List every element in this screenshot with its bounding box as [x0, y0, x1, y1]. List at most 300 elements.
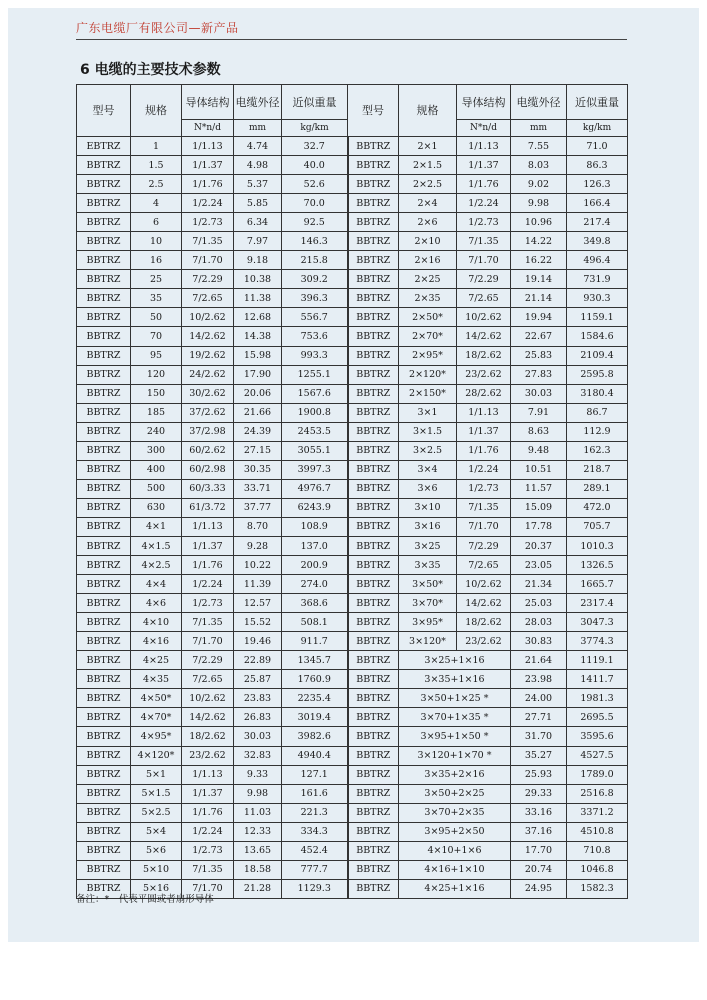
table-row — [77, 441, 628, 460]
header-weight: 近似重量 — [567, 85, 628, 120]
conductor-cell: 7/1.70 — [182, 251, 234, 270]
conductor-cell: 1/1.13 — [182, 765, 234, 784]
model-cell: BBTRZ — [348, 479, 399, 498]
conductor-cell: 1/1.13 — [182, 517, 234, 536]
conductor-cell: 7/1.70 — [182, 879, 234, 898]
weight-cell: 161.6 — [282, 784, 348, 803]
od-cell: 15.09 — [511, 498, 567, 517]
spec-cell: 35 — [131, 289, 182, 308]
spec-cell: 5×1 — [131, 765, 182, 784]
weight-cell: 1255.1 — [282, 365, 348, 384]
table-row — [77, 403, 628, 422]
model-cell: BBTRZ — [348, 327, 399, 346]
od-cell: 14.22 — [511, 232, 567, 251]
table-row — [77, 384, 628, 403]
od-cell: 26.83 — [234, 708, 282, 727]
weight-cell: 496.4 — [567, 251, 628, 270]
od-cell: 21.64 — [511, 651, 567, 670]
model-cell: BBTRZ — [348, 784, 399, 803]
model-cell: BBTRZ — [348, 175, 399, 194]
spec-cell: 5×1.5 — [131, 784, 182, 803]
table-row — [77, 841, 628, 860]
od-cell: 14.38 — [234, 327, 282, 346]
weight-cell: 753.6 — [282, 327, 348, 346]
od-cell: 17.78 — [511, 517, 567, 536]
weight-cell: 3595.6 — [567, 727, 628, 746]
spec-cell: 2×16 — [399, 251, 457, 270]
conductor-cell: 7/1.35 — [182, 232, 234, 251]
model-cell: BBTRZ — [77, 879, 131, 898]
table-row — [77, 689, 628, 708]
od-cell: 25.83 — [511, 346, 567, 365]
conductor-cell: 7/2.65 — [182, 670, 234, 689]
table-row — [77, 784, 628, 803]
model-cell: BBTRZ — [348, 765, 399, 784]
spec-cell: 2×1.5 — [399, 156, 457, 175]
weight-cell: 334.3 — [282, 822, 348, 841]
model-cell: BBTRZ — [77, 251, 131, 270]
spec-cell: 1.5 — [131, 156, 182, 175]
conductor-cell: 14/2.62 — [457, 327, 511, 346]
model-cell: BBTRZ — [348, 460, 399, 479]
od-cell: 30.03 — [511, 384, 567, 403]
spec-cell: 10 — [131, 232, 182, 251]
conductor-cell: 1/2.24 — [182, 194, 234, 213]
table-row — [77, 822, 628, 841]
model-cell: BBTRZ — [77, 784, 131, 803]
od-cell: 15.52 — [234, 613, 282, 632]
conductor-cell: 1/1.76 — [182, 803, 234, 822]
weight-cell: 911.7 — [282, 632, 348, 651]
weight-cell: 3982.6 — [282, 727, 348, 746]
spec-cell: 4×35 — [131, 670, 182, 689]
model-cell: BBTRZ — [77, 765, 131, 784]
od-cell: 9.98 — [511, 194, 567, 213]
conductor-cell: 7/1.35 — [182, 860, 234, 879]
conductor-cell: 1/1.76 — [457, 175, 511, 194]
model-cell: BBTRZ — [77, 327, 131, 346]
table-row — [77, 556, 628, 575]
spec-cell: 3×25 — [399, 536, 457, 555]
od-cell: 21.34 — [511, 575, 567, 594]
od-cell: 7.55 — [511, 137, 567, 156]
weight-cell: 217.4 — [567, 213, 628, 232]
weight-cell: 3019.4 — [282, 708, 348, 727]
od-cell: 27.83 — [511, 365, 567, 384]
spec-cell: 4×16+1×10 — [399, 860, 511, 879]
spec-cell: 95 — [131, 346, 182, 365]
weight-cell: 1119.1 — [567, 651, 628, 670]
weight-cell: 556.7 — [282, 308, 348, 327]
spec-cell: 3×2.5 — [399, 441, 457, 460]
conductor-cell: 1/2.24 — [182, 822, 234, 841]
weight-cell: 215.8 — [282, 251, 348, 270]
header-od: 电缆外径 — [234, 85, 282, 120]
spec-cell: 3×10 — [399, 498, 457, 517]
unit-od: mm — [234, 120, 282, 137]
conductor-cell: 24/2.62 — [182, 365, 234, 384]
table-row — [77, 460, 628, 479]
header-rule — [76, 39, 627, 40]
conductor-cell: 61/3.72 — [182, 498, 234, 517]
weight-cell: 112.9 — [567, 422, 628, 441]
weight-cell: 2317.4 — [567, 594, 628, 613]
weight-cell: 1046.8 — [567, 860, 628, 879]
weight-cell: 6243.9 — [282, 498, 348, 517]
table-row — [77, 346, 628, 365]
model-cell: BBTRZ — [77, 822, 131, 841]
weight-cell: 2109.4 — [567, 346, 628, 365]
weight-cell: 4976.7 — [282, 479, 348, 498]
spec-cell: 2×25 — [399, 270, 457, 289]
spec-cell: 4×1.5 — [131, 536, 182, 555]
table-row — [77, 194, 628, 213]
od-cell: 33.71 — [234, 479, 282, 498]
conductor-cell: 7/2.65 — [457, 556, 511, 575]
conductor-cell: 1/1.76 — [182, 175, 234, 194]
spec-cell: 3×6 — [399, 479, 457, 498]
weight-cell: 92.5 — [282, 213, 348, 232]
header-conductor: 导体结构 — [182, 85, 234, 120]
weight-cell: 1900.8 — [282, 403, 348, 422]
weight-cell: 71.0 — [567, 137, 628, 156]
model-cell: BBTRZ — [77, 594, 131, 613]
weight-cell: 162.3 — [567, 441, 628, 460]
model-cell: BBTRZ — [348, 727, 399, 746]
conductor-cell: 10/2.62 — [182, 308, 234, 327]
model-cell: BBTRZ — [77, 651, 131, 670]
table-row — [77, 213, 628, 232]
od-cell: 20.06 — [234, 384, 282, 403]
weight-cell: 86.3 — [567, 156, 628, 175]
od-cell: 7.91 — [511, 403, 567, 422]
table-row — [77, 670, 628, 689]
table-row — [77, 327, 628, 346]
spec-cell: 150 — [131, 384, 182, 403]
conductor-cell: 7/2.29 — [457, 536, 511, 555]
header-model: 型号 — [77, 85, 131, 137]
od-cell: 17.90 — [234, 365, 282, 384]
model-cell: BBTRZ — [348, 289, 399, 308]
conductor-cell: 1/1.13 — [182, 137, 234, 156]
conductor-cell: 18/2.62 — [182, 727, 234, 746]
od-cell: 11.39 — [234, 575, 282, 594]
od-cell: 24.95 — [511, 879, 567, 898]
weight-cell: 2453.5 — [282, 422, 348, 441]
weight-cell: 1129.3 — [282, 879, 348, 898]
weight-cell: 52.6 — [282, 175, 348, 194]
conductor-cell: 14/2.62 — [457, 594, 511, 613]
model-cell: BBTRZ — [348, 156, 399, 175]
weight-cell: 3180.4 — [567, 384, 628, 403]
spec-table-body — [77, 137, 628, 899]
conductor-cell: 60/2.98 — [182, 460, 234, 479]
weight-cell: 4510.8 — [567, 822, 628, 841]
conductor-cell: 23/2.62 — [182, 746, 234, 765]
spec-cell: 3×95* — [399, 613, 457, 632]
weight-cell: 3047.3 — [567, 613, 628, 632]
model-cell: BBTRZ — [348, 403, 399, 422]
conductor-cell: 7/1.35 — [457, 498, 511, 517]
od-cell: 22.67 — [511, 327, 567, 346]
model-cell: BBTRZ — [348, 822, 399, 841]
od-cell: 9.48 — [511, 441, 567, 460]
spec-cell: 4×6 — [131, 594, 182, 613]
od-cell: 33.16 — [511, 803, 567, 822]
model-cell: BBTRZ — [77, 479, 131, 498]
table-row — [77, 289, 628, 308]
od-cell: 15.98 — [234, 346, 282, 365]
spec-cell: 2×95* — [399, 346, 457, 365]
model-cell: BBTRZ — [77, 575, 131, 594]
weight-cell: 2695.5 — [567, 708, 628, 727]
weight-cell: 218.7 — [567, 460, 628, 479]
spec-cell: 630 — [131, 498, 182, 517]
conductor-cell: 18/2.62 — [457, 613, 511, 632]
spec-cell: 400 — [131, 460, 182, 479]
model-cell: BBTRZ — [77, 460, 131, 479]
spec-cell: 2×150* — [399, 384, 457, 403]
weight-cell: 731.9 — [567, 270, 628, 289]
spec-cell: 3×35 — [399, 556, 457, 575]
conductor-cell: 1/1.37 — [182, 784, 234, 803]
conductor-cell: 1/2.73 — [457, 479, 511, 498]
model-cell: BBTRZ — [77, 156, 131, 175]
model-cell: BBTRZ — [77, 860, 131, 879]
model-cell: BBTRZ — [348, 651, 399, 670]
weight-cell: 777.7 — [282, 860, 348, 879]
conductor-cell: 19/2.62 — [182, 346, 234, 365]
table-row — [77, 727, 628, 746]
od-cell: 20.74 — [511, 860, 567, 879]
od-cell: 29.33 — [511, 784, 567, 803]
spec-cell: 4×10+1×6 — [399, 841, 511, 860]
table-row — [77, 232, 628, 251]
weight-cell: 368.6 — [282, 594, 348, 613]
conductor-cell: 1/1.13 — [457, 403, 511, 422]
unit-conductor: N*n/d — [182, 120, 234, 137]
model-cell: BBTRZ — [77, 441, 131, 460]
conductor-cell: 23/2.62 — [457, 365, 511, 384]
model-cell: BBTRZ — [348, 536, 399, 555]
od-cell: 28.03 — [511, 613, 567, 632]
model-cell: BBTRZ — [348, 384, 399, 403]
od-cell: 30.03 — [234, 727, 282, 746]
model-cell: BBTRZ — [77, 841, 131, 860]
spec-cell: 3×16 — [399, 517, 457, 536]
conductor-cell: 60/3.33 — [182, 479, 234, 498]
weight-cell: 40.0 — [282, 156, 348, 175]
conductor-cell: 1/2.24 — [457, 460, 511, 479]
conductor-cell: 30/2.62 — [182, 384, 234, 403]
table-row — [77, 860, 628, 879]
header-model: 型号 — [348, 85, 399, 137]
spec-cell: 2×50* — [399, 308, 457, 327]
od-cell: 6.34 — [234, 213, 282, 232]
od-cell: 21.14 — [511, 289, 567, 308]
model-cell: BBTRZ — [348, 308, 399, 327]
conductor-cell: 7/2.65 — [457, 289, 511, 308]
od-cell: 27.71 — [511, 708, 567, 727]
od-cell: 12.33 — [234, 822, 282, 841]
conductor-cell: 7/2.29 — [182, 651, 234, 670]
weight-cell: 396.3 — [282, 289, 348, 308]
conductor-cell: 10/2.62 — [457, 575, 511, 594]
od-cell: 11.57 — [511, 479, 567, 498]
od-cell: 7.97 — [234, 232, 282, 251]
od-cell: 31.70 — [511, 727, 567, 746]
model-cell: BBTRZ — [77, 422, 131, 441]
table-row — [77, 575, 628, 594]
conductor-cell: 1/1.37 — [182, 156, 234, 175]
model-cell: BBTRZ — [348, 346, 399, 365]
weight-cell: 3997.3 — [282, 460, 348, 479]
od-cell: 37.77 — [234, 498, 282, 517]
conductor-cell: 60/2.62 — [182, 441, 234, 460]
conductor-cell: 1/1.37 — [182, 536, 234, 555]
weight-cell: 472.0 — [567, 498, 628, 517]
od-cell: 32.83 — [234, 746, 282, 765]
od-cell: 23.83 — [234, 689, 282, 708]
od-cell: 27.15 — [234, 441, 282, 460]
od-cell: 13.65 — [234, 841, 282, 860]
spec-cell: 2×70* — [399, 327, 457, 346]
table-row — [77, 651, 628, 670]
conductor-cell: 7/1.70 — [182, 632, 234, 651]
weight-cell: 126.3 — [567, 175, 628, 194]
weight-cell: 710.8 — [567, 841, 628, 860]
spec-cell: 3×70* — [399, 594, 457, 613]
model-cell: BBTRZ — [77, 270, 131, 289]
spec-cell: 240 — [131, 422, 182, 441]
od-cell: 5.85 — [234, 194, 282, 213]
unit-weight: kg/km — [567, 120, 628, 137]
conductor-cell: 1/1.37 — [457, 156, 511, 175]
model-cell: BBTRZ — [348, 594, 399, 613]
table-row — [77, 308, 628, 327]
weight-cell: 127.1 — [282, 765, 348, 784]
model-cell: BBTRZ — [77, 727, 131, 746]
weight-cell: 2235.4 — [282, 689, 348, 708]
conductor-cell: 1/1.76 — [457, 441, 511, 460]
spec-cell: 120 — [131, 365, 182, 384]
od-cell: 10.96 — [511, 213, 567, 232]
od-cell: 30.83 — [511, 632, 567, 651]
model-cell: BBTRZ — [348, 365, 399, 384]
spec-cell: 3×50+2×25 — [399, 784, 511, 803]
table-row — [77, 708, 628, 727]
model-cell: BBTRZ — [348, 251, 399, 270]
model-cell: BBTRZ — [77, 365, 131, 384]
od-cell: 21.66 — [234, 403, 282, 422]
spec-cell: 3×120+1×70 * — [399, 746, 511, 765]
model-cell: BBTRZ — [77, 517, 131, 536]
model-cell: BBTRZ — [348, 517, 399, 536]
od-cell: 9.33 — [234, 765, 282, 784]
weight-cell: 1567.6 — [282, 384, 348, 403]
model-cell: BBTRZ — [348, 194, 399, 213]
spec-cell: 5×4 — [131, 822, 182, 841]
conductor-cell: 37/2.62 — [182, 403, 234, 422]
spec-cell: 4×95* — [131, 727, 182, 746]
weight-cell: 2516.8 — [567, 784, 628, 803]
spec-cell: 3×50+1×25 * — [399, 689, 511, 708]
od-cell: 25.87 — [234, 670, 282, 689]
weight-cell: 1584.6 — [567, 327, 628, 346]
spec-cell: 300 — [131, 441, 182, 460]
od-cell: 35.27 — [511, 746, 567, 765]
weight-cell: 146.3 — [282, 232, 348, 251]
conductor-cell: 1/2.24 — [182, 575, 234, 594]
model-cell: BBTRZ — [77, 498, 131, 517]
conductor-cell: 1/1.37 — [457, 422, 511, 441]
od-cell: 4.98 — [234, 156, 282, 175]
weight-cell: 4527.5 — [567, 746, 628, 765]
model-cell: BBTRZ — [77, 556, 131, 575]
od-cell: 16.22 — [511, 251, 567, 270]
table-row — [77, 270, 628, 289]
model-cell: BBTRZ — [348, 708, 399, 727]
spec-cell: 185 — [131, 403, 182, 422]
weight-cell: 1010.3 — [567, 536, 628, 555]
model-cell: BBTRZ — [348, 232, 399, 251]
conductor-cell: 7/2.29 — [457, 270, 511, 289]
weight-cell: 1345.7 — [282, 651, 348, 670]
model-cell: BBTRZ — [348, 860, 399, 879]
model-cell: BBTRZ — [77, 384, 131, 403]
spec-cell: 4×2.5 — [131, 556, 182, 575]
spec-cell: 16 — [131, 251, 182, 270]
table-row — [77, 746, 628, 765]
model-cell: BBTRZ — [77, 708, 131, 727]
model-cell: BBTRZ — [77, 632, 131, 651]
weight-cell: 1159.1 — [567, 308, 628, 327]
spec-cell: 4×25+1×16 — [399, 879, 511, 898]
od-cell: 12.57 — [234, 594, 282, 613]
spec-cell: 2.5 — [131, 175, 182, 194]
od-cell: 10.38 — [234, 270, 282, 289]
spec-cell: 3×4 — [399, 460, 457, 479]
od-cell: 9.18 — [234, 251, 282, 270]
spec-cell: 4×120* — [131, 746, 182, 765]
table-row — [77, 251, 628, 270]
weight-cell: 309.2 — [282, 270, 348, 289]
header-conductor: 导体结构 — [457, 85, 511, 120]
weight-cell: 289.1 — [567, 479, 628, 498]
model-cell: BBTRZ — [77, 689, 131, 708]
weight-cell: 349.8 — [567, 232, 628, 251]
conductor-cell: 14/2.62 — [182, 708, 234, 727]
conductor-cell: 1/2.73 — [182, 841, 234, 860]
od-cell: 4.74 — [234, 137, 282, 156]
spec-cell: 4×70* — [131, 708, 182, 727]
od-cell: 17.70 — [511, 841, 567, 860]
model-cell: BBTRZ — [348, 137, 399, 156]
spec-cell: 70 — [131, 327, 182, 346]
spec-cell: 4×10 — [131, 613, 182, 632]
model-cell: BBTRZ — [348, 670, 399, 689]
model-cell: BBTRZ — [77, 213, 131, 232]
spec-cell: 3×35+1×16 — [399, 670, 511, 689]
model-cell: BBTRZ — [348, 556, 399, 575]
weight-cell: 86.7 — [567, 403, 628, 422]
od-cell: 8.03 — [511, 156, 567, 175]
weight-cell: 1665.7 — [567, 575, 628, 594]
spec-cell: 2×2.5 — [399, 175, 457, 194]
weight-cell: 1760.9 — [282, 670, 348, 689]
weight-cell: 221.3 — [282, 803, 348, 822]
model-cell: BBTRZ — [77, 175, 131, 194]
